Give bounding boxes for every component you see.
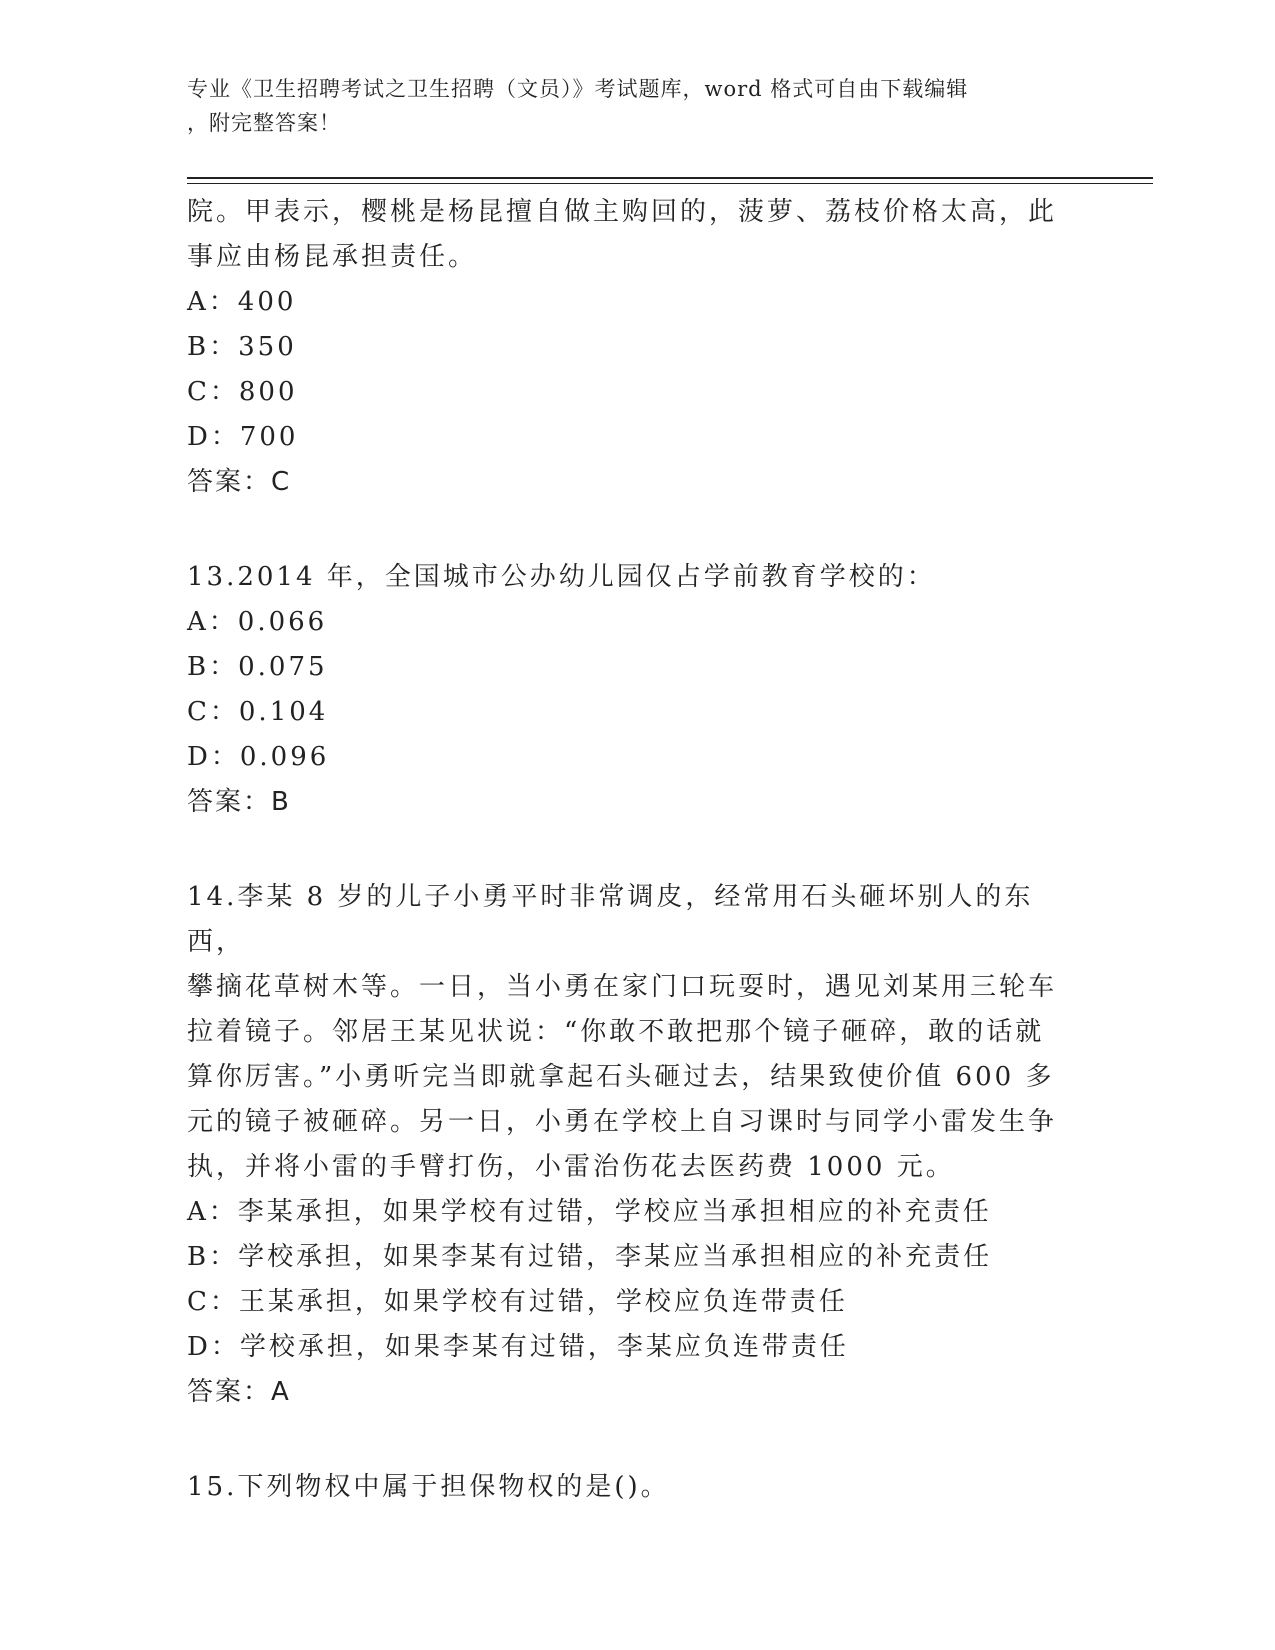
option-a: A：李某承担，如果学校有过错，学校应当承担相应的补充责任 — [187, 1197, 992, 1227]
option-d: D：700 — [187, 422, 299, 452]
question-stem: 13.2014 年，全国城市公办幼儿园仅占学前教育学校的： — [187, 562, 936, 592]
question-stem-line: 算你厉害。”小勇听完当即就拿起石头砸过去，结果致使价值 600 多 — [187, 1062, 1055, 1092]
header-rule-thin — [187, 183, 1153, 184]
option-c: C：0.104 — [187, 697, 329, 727]
option-b: B：学校承担，如果李某有过错，李某应当承担相应的补充责任 — [187, 1242, 993, 1272]
answer-label: 答案：B — [187, 787, 291, 817]
question-13 — [187, 555, 1067, 825]
question-stem-line: 14.李某 8 岁的儿子小勇平时非常调皮，经常用石头砸坏别人的东西， — [187, 882, 1034, 957]
option-d: D：0.096 — [187, 742, 330, 772]
spacer — [187, 505, 1067, 555]
question-stem: 15.下列物权中属于担保物权的是()。 — [187, 1472, 670, 1502]
question-stem-line: 院。甲表示，樱桃是杨昆擅自做主购回的，菠萝、荔枝价格太高，此 — [187, 197, 1058, 227]
question-stem-line: 执，并将小雷的手臂打伤，小雷治伤花去医药费 1000 元。 — [187, 1152, 955, 1182]
option-a: A：400 — [187, 287, 297, 317]
answer-label: 答案：A — [187, 1377, 291, 1407]
spacer — [187, 825, 1067, 875]
header-line-2: ，附完整答案！ — [187, 111, 341, 135]
question-stem-line: 攀摘花草树木等。一日，当小勇在家门口玩耍时，遇见刘某用三轮车 — [187, 972, 1058, 1002]
document-header — [187, 72, 1067, 140]
question-stem-line: 元的镜子被砸碎。另一日，小勇在学校上自习课时与同学小雷发生争 — [187, 1107, 1058, 1137]
option-d: D：学校承担，如果李某有过错，李某应负连带责任 — [187, 1332, 849, 1362]
answer-label: 答案：C — [187, 467, 292, 497]
option-c: C：王某承担，如果学校有过错，学校应负连带责任 — [187, 1287, 848, 1317]
question-stem-line: 事应由杨昆承担责任。 — [187, 242, 478, 272]
header-line-1: 专业《卫生招聘考试之卫生招聘（文员）》考试题库，word 格式可自由下载编辑 — [187, 77, 969, 101]
option-c: C：800 — [187, 377, 298, 407]
question-list — [187, 190, 1067, 1510]
option-b: B：350 — [187, 332, 297, 362]
spacer — [187, 1415, 1067, 1465]
question-14 — [187, 875, 1067, 1415]
question-15 — [187, 1465, 1067, 1510]
question-stem-line: 拉着镜子。邻居王某见状说：“你敢不敢把那个镜子砸碎，敢的话就 — [187, 1017, 1045, 1047]
header-rule-thick — [187, 177, 1153, 179]
question-12 — [187, 190, 1067, 505]
option-b: B：0.075 — [187, 652, 328, 682]
option-a: A：0.066 — [187, 607, 328, 637]
